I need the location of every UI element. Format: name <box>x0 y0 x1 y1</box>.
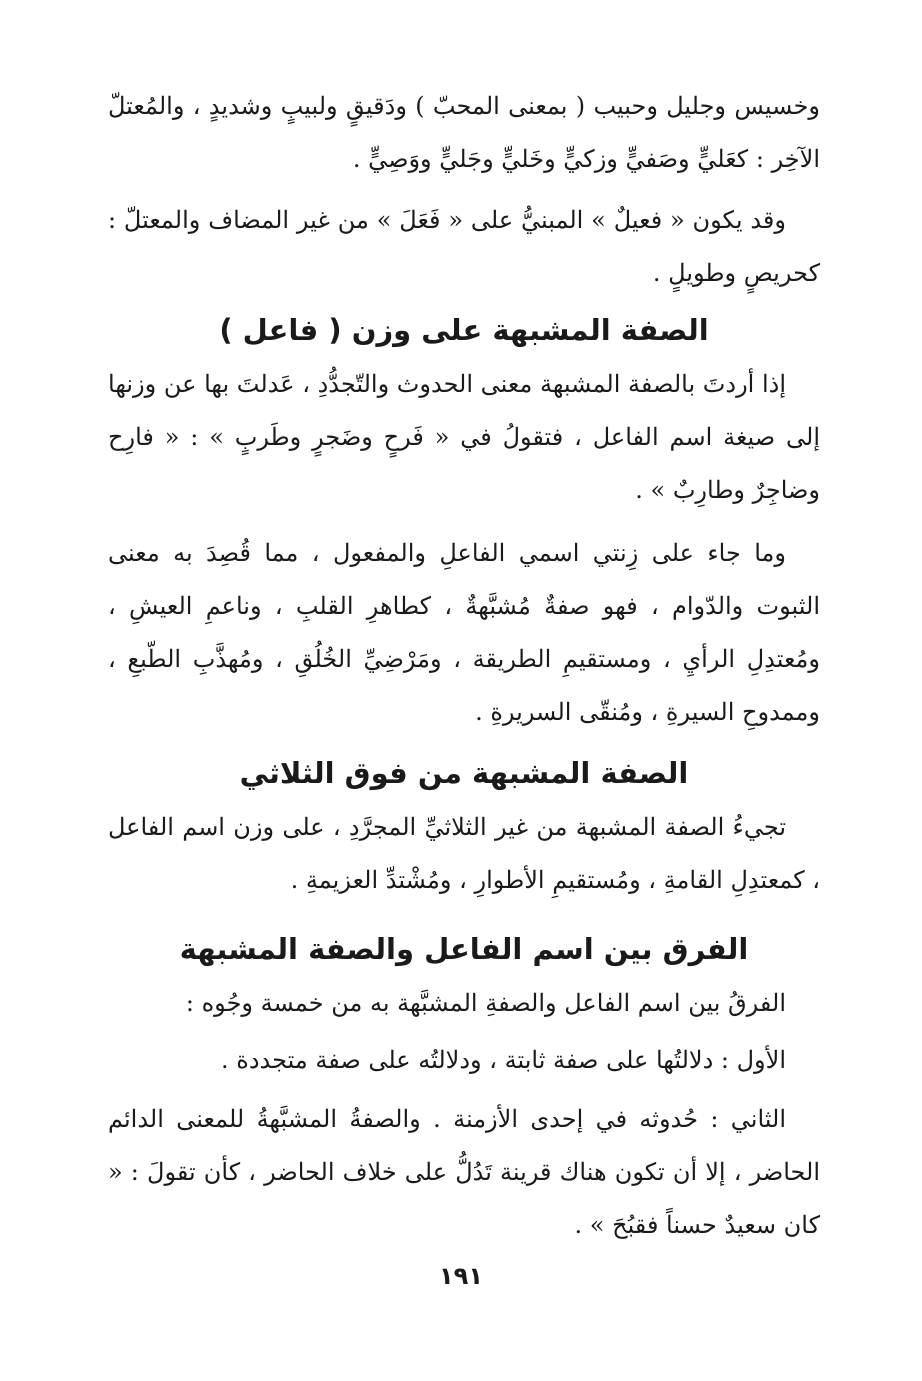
section-heading-faail: الصفة المشبهة على وزن ( فاعل ) <box>219 313 709 347</box>
section-heading-difference: الفرق بين اسم الفاعل والصفة المشبهة <box>179 932 749 966</box>
paragraph: الأول : دلالتُها على صفة ثابتة ، ودلالتُه على صفة متجددة . <box>221 1046 786 1074</box>
paragraph: الفرقُ بين اسم الفاعل والصفةِ المشبَّهة به من خمسة وجُوه : <box>185 989 786 1017</box>
paragraph: إذا أردتَ بالصفة المشبهة معنى الحدوث والتّجدُّدِ ، عَدلتَ بها عن وزنها إلى صيغة اسم الفاعل ، فتقولُ في « فَرحٍ وضَجرٍ وطَربٍ » : « فارِح وضاجِرٌ وطارِبٌ » . <box>108 370 821 504</box>
page-number: ١٩١ <box>439 1262 483 1290</box>
paragraph: وخسيس وجليل وحبيب ( بمعنى المحبّ ) ودَقيقٍ ولبيبٍ وشديدٍ ، والمُعتلّ الآخِر : كعَليٍّ وصَفيٍّ وزكيٍّ وخَليٍّ وجَليٍّ ووَصِيٍّ . <box>108 92 820 173</box>
section-heading-above-triliteral: الصفة المشبهة من فوق الثلاثي <box>239 756 689 790</box>
paragraph: وما جاء على زِنتي اسمي الفاعلِ والمفعول ، مما قُصِدَ به معنى الثبوت والدّوام ، فهو صفةٌ مُشبَّهةٌ ، كطاهرِ القلبِ ، وناعمِ العيشِ ، ومُعتدِلِ الرأيِ ، ومستقيمِ الطريقة ، ومَرْضِيِّ الخُلُقِ ، ومُهذَّبِ الطّبعِ ، وممدوحِ السيرةِ ، ومُنقّى السريرةِ . <box>108 539 820 726</box>
paragraph: تجيءُ الصفة المشبهة من غير الثلاثيِّ المجرَّدِ ، على وزن اسم الفاعل ، كمعتدِلِ القامةِ ، ومُستقيمِ الأطوارِ ، ومُشْتدِّ العزيمةِ . <box>108 813 820 894</box>
paragraph: الثاني : حُدوثه في إحدى الأزمنة . والصفةُ المشبَّهةُ للمعنى الدائم الحاضر ، إلا أن تكون هناك قرينة تَدُلُّ على خلاف الحاضر ، كأن تقولَ : « كان سعيدٌ حسناً فقبُحَ » . <box>108 1105 820 1239</box>
paragraph: وقد يكون « فعيلٌ » المبنيُّ على « فَعَلَ » من غير المضاف والمعتلّ : كحريصٍ وطويلٍ . <box>108 206 820 287</box>
page-content <box>108 80 820 1252</box>
